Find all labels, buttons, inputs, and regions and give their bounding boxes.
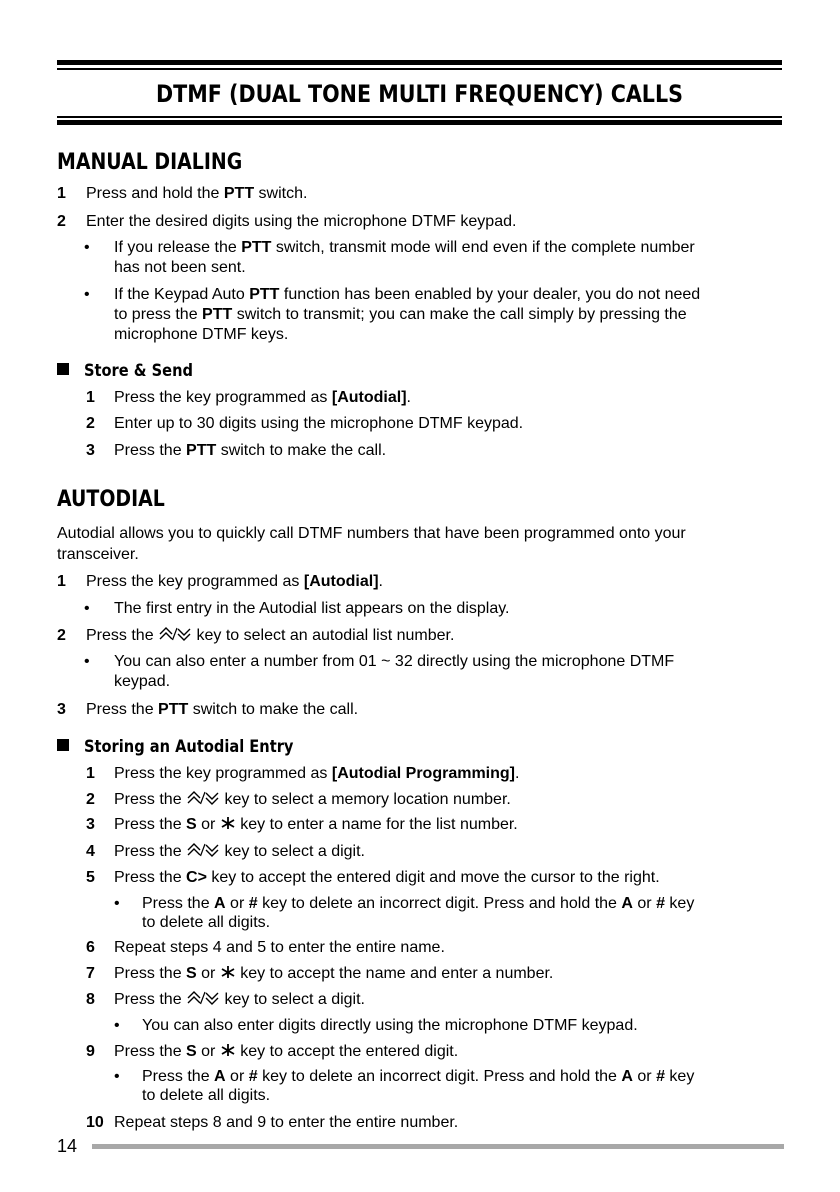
step-number: 1 [86,389,95,406]
step-text: Press the key programmed as [Autodial]. [86,573,383,590]
up-down-arrow-key-icon [186,991,220,1005]
asterisk-key-icon [220,1043,236,1057]
step-number: 1 [57,573,66,590]
page-number: 14 [57,1136,78,1156]
step-text: Press the key to select a memory location number. [114,791,511,808]
step-text: Press the key programmed as [Autodial Programming]. [114,765,520,782]
step-text: Press and hold the PTT switch. [86,185,308,202]
step-text: Repeat steps 4 and 5 to enter the entire name. [114,939,445,956]
step-number: 7 [86,965,95,982]
step-number: 10 [86,1114,104,1131]
square-bullet-icon [57,739,69,751]
up-down-arrow-key-icon [186,791,220,805]
bullet-text: Press the A or # key to delete an incorrect digit. Press and hold the A or # key [142,1068,695,1085]
step-text: Press the PTT switch to make the call. [86,701,359,718]
step-number: 9 [86,1043,95,1060]
bullet-text-cont: to delete all digits. [142,914,271,931]
step-number: 4 [86,843,95,860]
subsection-heading-storing-autodial-entry: Storing an Autodial Entry [57,737,328,757]
step-text: Press the S or key to accept the entered digit. [114,1043,459,1060]
step-text: Enter up to 30 digits using the microphone DTMF keypad. [114,415,524,432]
step-number: 3 [86,442,95,459]
bullet-mark: • [84,653,90,670]
bullet-mark: • [84,600,90,617]
bullet-text: The first entry in the Autodial list appears on the display. [114,600,510,617]
step-text: Press the PTT switch to make the call. [114,442,387,459]
header-rule-top-thin [57,68,782,70]
step-number: 8 [86,991,95,1008]
bullet-mark: • [114,895,120,912]
up-down-arrow-key-icon [186,843,220,857]
bullet-mark: • [84,239,90,256]
bullet-text: You can also enter digits directly using the microphone DTMF keypad. [142,1017,638,1034]
subsection-heading-store-send: Store & Send [57,361,211,381]
step-text: Press the S or key to enter a name for the list number. [114,816,518,833]
square-bullet-icon [57,363,69,375]
step-number: 2 [86,415,95,432]
step-text: Press the key programmed as [Autodial]. [114,389,411,406]
intro-text: Autodial allows you to quickly call DTMF numbers that have been programmed onto your [57,525,686,542]
bullet-text-cont: has not been sent. [114,259,246,276]
intro-text-cont: transceiver. [57,546,139,563]
header-rule-top [57,60,782,65]
step-number: 2 [86,791,95,808]
step-number: 3 [57,701,66,718]
step-text: Press the key to select a digit. [114,991,365,1008]
step-text: Repeat steps 8 and 9 to enter the entire number. [114,1114,459,1131]
step-number: 3 [86,816,95,833]
step-text: Press the key to select an autodial list number. [86,627,455,644]
step-number: 2 [57,627,66,644]
step-number: 5 [86,869,95,886]
bullet-text-cont: to press the PTT switch to transmit; you can make the call simply by pressing the [114,306,687,323]
section-heading-manual-dialing: MANUAL DIALING [57,150,243,175]
bullet-text: If you release the PTT switch, transmit mode will end even if the complete number [114,239,695,256]
footer-rule [92,1144,784,1149]
bullet-text-cont: to delete all digits. [142,1087,271,1104]
step-text: Press the key to select a digit. [114,843,365,860]
bullet-text-cont: keypad. [114,673,171,690]
asterisk-key-icon [220,965,236,979]
step-text: Enter the desired digits using the microphone DTMF keypad. [86,213,517,230]
header-rule-bottom-thin [57,116,782,118]
header-rule-bottom [57,120,782,125]
step-number: 1 [57,185,66,202]
page-title: DTMF (DUAL TONE MULTI FREQUENCY) CALLS [156,80,683,108]
bullet-mark: • [114,1068,120,1085]
bullet-text: You can also enter a number from 01 ~ 32 directly using the microphone DTMF [114,653,675,670]
bullet-mark: • [114,1017,120,1034]
bullet-text: Press the A or # key to delete an incorrect digit. Press and hold the A or # key [142,895,695,912]
bullet-text-cont: microphone DTMF keys. [114,326,289,343]
section-heading-autodial: AUTODIAL [57,487,165,512]
bullet-mark: • [84,286,90,303]
up-down-arrow-key-icon [158,627,192,641]
step-text: Press the S or key to accept the name and enter a number. [114,965,554,982]
step-text: Press the C> key to accept the entered digit and move the cursor to the right. [114,869,660,886]
step-number: 6 [86,939,95,956]
asterisk-key-icon [220,816,236,830]
bullet-text: If the Keypad Auto PTT function has been enabled by your dealer, you do not need [114,286,701,303]
step-number: 1 [86,765,95,782]
step-number: 2 [57,213,66,230]
